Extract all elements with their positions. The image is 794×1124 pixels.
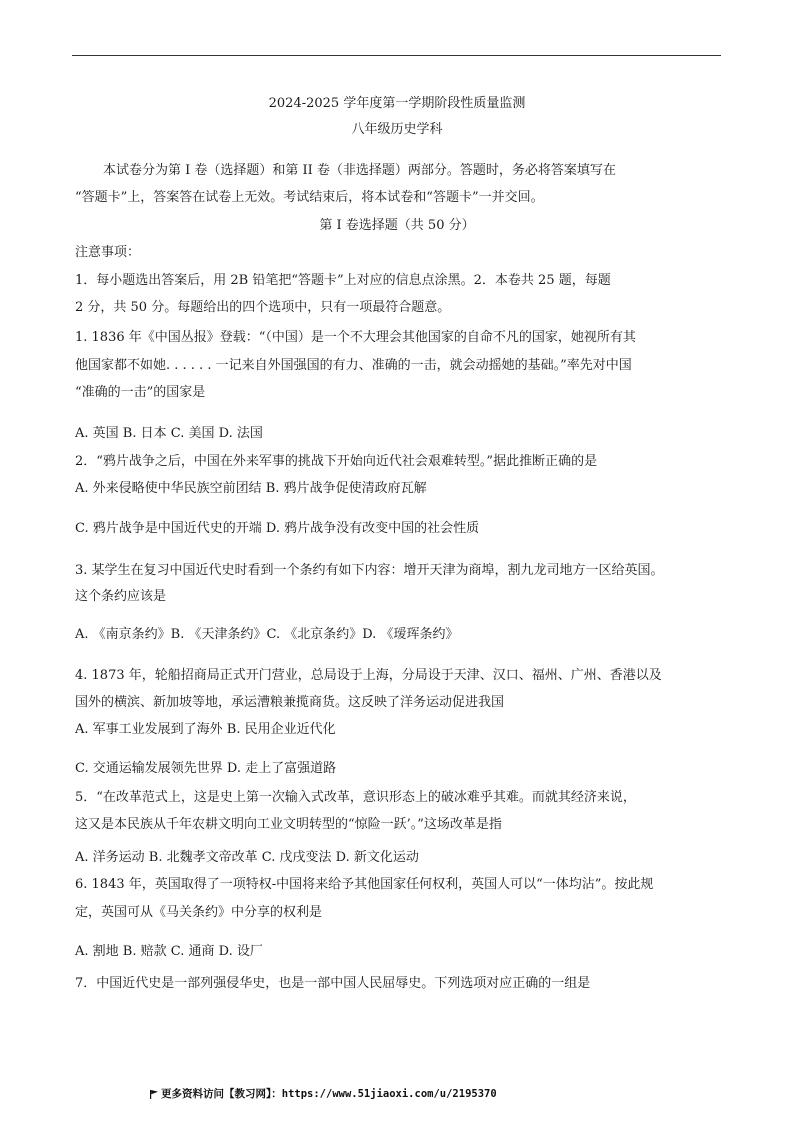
exam-title: 2024-2025 学年度第一学期阶段性质量监测 <box>268 96 526 111</box>
question-2-line-1: 2．“鸦片战争之后，中国在外来军事的挑战下开始向近代社会艰难转型。”据此推断正确的是 <box>75 454 598 469</box>
question-1-options: A. 英国 B. 日本 C. 美国 D. 法国 <box>75 426 263 441</box>
footer-link[interactable]: 更多资料访问【教习网】：https://www.51jiaoxi.com/u/2195370 <box>161 1088 497 1100</box>
question-5-options: A. 洋务运动 B. 北魏孝文帝改革 C. 戊戌变法 D. 新文化运动 <box>75 850 419 865</box>
question-6-line-1: 6. 1843 年，英国取得了一项特权-中国将来给予其他国家任何权利，英国人可以“一体均沾”。按此规 <box>75 877 654 892</box>
question-3-line-1: 3. 某学生在复习中国近代史时看到一个条约有如下内容：增开天津为商埠，割九龙司地方一区给英国。 <box>75 563 664 578</box>
flag-icon <box>150 1090 158 1099</box>
question-5-line-1: 5．“在改革范式上，这是史上第一次输入式改革，意识形态上的破冰难乎其难。而就其经济来说， <box>75 790 636 805</box>
question-3-line-2: 这个条约应该是 <box>75 589 167 604</box>
question-7-line-1: 7．中国近代史是一部列强侵华史，也是一部中国人民屈辱史。下列选项对应正确的一组是 <box>75 976 591 991</box>
question-4-options-2: C. 交通运输发展领先世界 D. 走上了富强道路 <box>75 761 337 776</box>
question-1-line-2: 他国家都不如她. . . . . . 一记来自外国强国的有力、准确的一击，就会动摇她的基础。”率先对中国 <box>75 358 632 373</box>
notes-line-1: 1．每小题选出答案后，用 2B 铅笔把“答题卡”上对应的信息点涂黑。2．本卷共 25 题，每题 <box>75 273 611 288</box>
question-1-line-3: “准确的一击”的国家是 <box>75 385 206 400</box>
question-5-line-2: 这又是本民族从千年农耕文明向工业文明转型的“惊险一跃’。”这场改革是指 <box>75 817 502 832</box>
question-6-line-2: 定，英国可从《马关条约》中分享的权利是 <box>75 905 323 920</box>
question-2-options-2: C. 鸦片战争是中国近代史的开端 D. 鸦片战争没有改变中国的社会性质 <box>75 521 480 536</box>
question-4-options-1: A. 军事工业发展到了海外 B. 民用企业近代化 <box>75 722 336 737</box>
notes-heading: 注意事项： <box>75 245 141 260</box>
intro-line-1: 本试卷分为第 I 卷（选择题）和第 II 卷（非选择题）两部分。答题时，务必将答案填写在 <box>103 163 616 178</box>
intro-line-2: “答题卡”上，答案答在试卷上无效。考试结束后，将本试卷和“答题卡”一并交回。 <box>75 190 544 205</box>
question-3-options: A. 《南京条约》B. 《天津条约》C. 《北京条约》D. 《瑷珲条约》 <box>75 627 459 642</box>
footer <box>150 1086 497 1101</box>
exam-subtitle: 八年级历史学科 <box>351 122 443 137</box>
notes-line-2: 2 分，共 50 分。每题给出的四个选项中，只有一项最符合题意。 <box>75 300 451 315</box>
question-1-line-1: 1. 1836 年《中国丛报》登载：“（中国）是一个不大理会其他国家的自命不凡的国家，她视所有其 <box>75 330 636 345</box>
question-4-line-1: 4. 1873 年，轮船招商局正式开门营业，总局设于上海，分局设于天津、汉口、福州、广州、香港以及 <box>75 668 662 683</box>
header-rule <box>72 55 721 56</box>
question-4-line-2: 国外的横滨、新加坡等地，承运漕粮兼揽商货。这反映了洋务运动促进我国 <box>75 695 505 710</box>
section-title: 第 I 卷选择题（共 50 分） <box>319 218 475 233</box>
question-2-options-1: A. 外来侵略使中华民族空前团结 B. 鸦片战争促使清政府瓦解 <box>75 481 427 496</box>
question-6-options: A. 割地 B. 赔款 C. 通商 D. 设厂 <box>75 944 263 959</box>
